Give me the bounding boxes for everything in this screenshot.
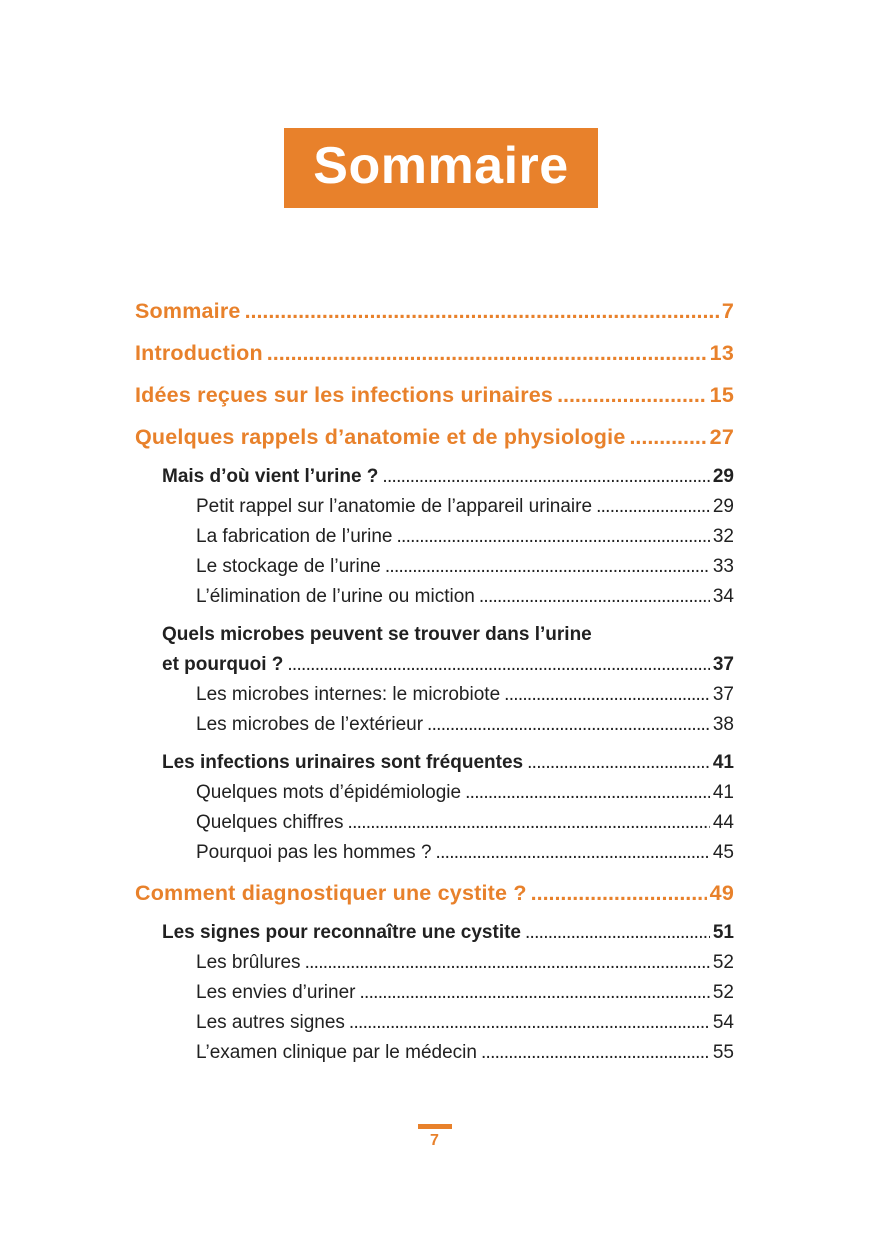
- toc-entry: [135, 1008, 734, 1038]
- toc-entry: [135, 778, 734, 808]
- leader-dots: [396, 522, 709, 552]
- toc-entry-label: Comment diagnostiquer une cystite ?: [135, 881, 527, 905]
- toc-entry: [135, 522, 734, 552]
- toc-entry-label: Introduction: [135, 341, 263, 365]
- footer-rule: [418, 1124, 452, 1129]
- toc-entry-label: Les signes pour reconnaître une cystite: [162, 922, 521, 943]
- toc-entry-page: 41: [712, 782, 734, 803]
- toc-entry: [135, 336, 734, 370]
- toc-entry-page: 29: [712, 496, 734, 517]
- leader-dots: [596, 492, 710, 522]
- leader-dots: [504, 680, 710, 710]
- toc-entry-label: Les infections urinaires sont fréquentes: [162, 752, 524, 773]
- toc-entry-label: Quels microbes peuvent se trouver dans l’urine: [162, 624, 592, 645]
- toc-entry-page: 41: [712, 752, 734, 773]
- leader-dots: [531, 876, 707, 910]
- leader-dots: [267, 336, 707, 370]
- toc-entry-label: Quelques rappels d’anatomie et de physiologie: [135, 425, 626, 449]
- toc-entry-page: 37: [712, 654, 734, 675]
- toc-entry-page: 54: [712, 1012, 734, 1033]
- leader-dots: [349, 1008, 710, 1038]
- toc-entry-page: 37: [712, 684, 734, 705]
- leader-dots: [427, 710, 710, 740]
- toc-entry-page: 51: [712, 922, 734, 943]
- toc-entry-label: Pourquoi pas les hommes ?: [196, 842, 432, 863]
- leader-dots: [525, 918, 710, 948]
- toc-entry: [135, 552, 734, 582]
- toc-entry: [135, 492, 734, 522]
- title-banner: [284, 128, 598, 208]
- leader-dots: [465, 778, 710, 808]
- toc-entry-label: Les autres signes: [196, 1012, 345, 1033]
- toc-entry: [135, 710, 734, 740]
- leader-dots: [382, 462, 709, 492]
- toc-entry-page: 49: [709, 881, 734, 905]
- toc-entry-page: 7: [721, 299, 734, 323]
- page-footer: [135, 1124, 734, 1149]
- table-of-contents: [135, 294, 734, 1068]
- toc-entry-page: 45: [712, 842, 734, 863]
- toc-entry: [135, 462, 734, 492]
- toc-entry-page: 33: [712, 556, 734, 577]
- footer-page-number: 7: [430, 1132, 439, 1149]
- toc-entry-label: Idées reçues sur les infections urinaires: [135, 383, 554, 407]
- toc-entry: [135, 650, 734, 680]
- toc-entry-page: 27: [709, 425, 734, 449]
- leader-dots: [385, 552, 710, 582]
- toc-entry-label: Quelques chiffres: [196, 812, 344, 833]
- leader-dots: [245, 294, 719, 328]
- toc-entry: [135, 918, 734, 948]
- toc-entry-label: La fabrication de l’urine: [196, 526, 393, 547]
- leader-dots: [629, 420, 706, 454]
- page-title: Sommaire: [313, 137, 569, 195]
- leader-dots: [479, 582, 710, 612]
- toc-entry: [135, 838, 734, 868]
- toc-entry: [135, 808, 734, 838]
- leader-dots: [436, 838, 710, 868]
- leader-dots: [305, 948, 710, 978]
- toc-entry-label: Les brûlures: [196, 952, 301, 973]
- toc-entry-page: 15: [709, 383, 734, 407]
- toc-entry: [135, 620, 734, 650]
- toc-entry: [135, 876, 734, 910]
- toc-entry-label: Sommaire: [135, 299, 241, 323]
- toc-entry-page: 13: [709, 341, 734, 365]
- toc-entry-page: 52: [712, 952, 734, 973]
- toc-entry-label: L’élimination de l’urine ou miction: [196, 586, 475, 607]
- toc-entry: [135, 978, 734, 1008]
- toc-entry-label: L’examen clinique par le médecin: [196, 1042, 477, 1063]
- toc-entry-page: 44: [712, 812, 734, 833]
- toc-entry: [135, 680, 734, 710]
- toc-entry-page: 29: [712, 466, 734, 487]
- toc-entry: [135, 582, 734, 612]
- leader-dots: [527, 748, 710, 778]
- toc-entry-label: Petit rappel sur l’anatomie de l’appareil urinaire: [196, 496, 593, 517]
- toc-entry-label: Mais d’où vient l’urine ?: [162, 466, 379, 487]
- toc-entry-label: Les envies d’uriner: [196, 982, 356, 1003]
- leader-dots: [557, 378, 707, 412]
- toc-entry: [135, 948, 734, 978]
- toc-entry-label: Les microbes de l’extérieur: [196, 714, 424, 735]
- leader-dots: [481, 1038, 710, 1068]
- toc-entry-page: 55: [712, 1042, 734, 1063]
- toc-entry-label: Le stockage de l’urine: [196, 556, 381, 577]
- toc-entry-page: 34: [712, 586, 734, 607]
- leader-dots: [348, 808, 710, 838]
- toc-entry-page: 52: [712, 982, 734, 1003]
- toc-entry-label: Quelques mots d’épidémiologie: [196, 782, 462, 803]
- leader-dots: [359, 978, 709, 1008]
- leader-dots: [287, 650, 709, 680]
- toc-entry-page: 32: [712, 526, 734, 547]
- toc-entry: [135, 294, 734, 328]
- toc-entry: [135, 378, 734, 412]
- toc-entry: [135, 420, 734, 454]
- toc-entry-label: Les microbes internes: le microbiote: [196, 684, 501, 705]
- toc-entry: [135, 748, 734, 778]
- toc-entry-page: 38: [712, 714, 734, 735]
- toc-entry: [135, 1038, 734, 1068]
- toc-entry-label: et pourquoi ?: [162, 654, 284, 675]
